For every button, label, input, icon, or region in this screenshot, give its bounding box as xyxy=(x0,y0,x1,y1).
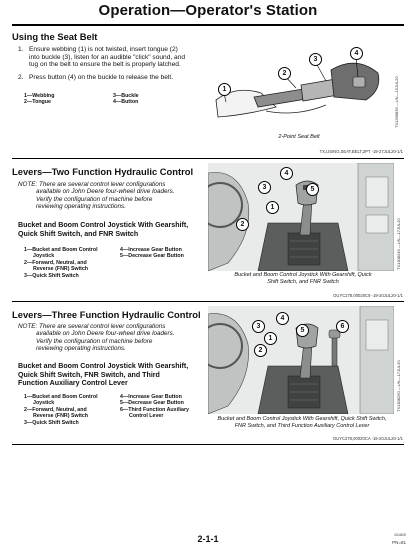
legend-item: 2—Forward, Neutral, and xyxy=(24,259,87,266)
legend-item: 1—Webbing xyxy=(24,93,55,99)
legend-item: 3—Buckle xyxy=(113,93,139,99)
callout-3: 3 xyxy=(258,181,271,194)
three-function-ref: OUYC278,00020CA -19-20JUL20-1/1 xyxy=(332,436,403,441)
caption-line: Bucket and Boom Control Joystick With Gearshift, Quick xyxy=(234,272,372,278)
note-line: reviewing operating instructions. xyxy=(36,345,126,353)
seat-belt-legend-left xyxy=(24,93,55,106)
section-rule xyxy=(12,158,404,159)
note-line: available on John Deere four-wheel drive loaders. xyxy=(36,188,175,196)
step-number: 2. xyxy=(18,74,24,81)
legend-item: Control Lever xyxy=(129,413,164,420)
two-function-vertical-ref: TX1308249 —UN—17JUL20 xyxy=(396,218,401,270)
legend-item: 5—Decrease Gear Button xyxy=(120,400,184,407)
title-rule xyxy=(12,24,404,26)
legend-item: 3—Quick Shift Switch xyxy=(24,272,79,279)
note-line: Verify the configuration of machine before xyxy=(36,195,153,203)
legend-item: 4—Increase Gear Button xyxy=(120,394,182,400)
legend-item: 2—Tongue xyxy=(24,99,51,106)
callout-4: 4 xyxy=(280,167,293,180)
legend-item: 2—Forward, Neutral, and xyxy=(24,406,87,413)
legend-item: 4—Button xyxy=(113,99,139,106)
step-number: 1. xyxy=(18,46,24,53)
callout-5: 5 xyxy=(296,324,309,337)
caption-line: FNR Switch, and Third Function Auxiliary Control Lever xyxy=(234,422,370,429)
callout-4: 4 xyxy=(350,47,363,60)
legend-item: 5—Decrease Gear Button xyxy=(120,253,184,260)
legend-item: 1—Bucket and Boom Control xyxy=(24,394,98,400)
caption-line: Shift Switch, and FNR Switch xyxy=(267,278,339,285)
two-function-ref: OUYC278,00020C9 -19-20JUL20-1/1 xyxy=(333,293,403,298)
callout-1: 1 xyxy=(266,201,279,214)
two-function-illustration xyxy=(208,163,394,271)
callout-3: 3 xyxy=(252,320,265,333)
note-line: available on John Deere four-wheel drive loaders. xyxy=(36,330,175,338)
three-function-legend-left xyxy=(24,394,120,426)
joystick-drawing xyxy=(208,163,394,271)
note-line: Verify the configuration of machine before xyxy=(36,337,153,345)
two-function-caption xyxy=(218,272,388,285)
legend-item: Reverse (FNR) Switch xyxy=(33,266,89,273)
seat-belt-step-2 xyxy=(18,74,218,83)
callout-1: 1 xyxy=(218,83,231,96)
callout-2: 2 xyxy=(254,344,267,357)
legend-item: Reverse (FNR) Switch xyxy=(33,413,89,420)
legend-item: Joystick xyxy=(33,400,55,407)
subheading-line: Function Auxiliary Control Lever xyxy=(18,379,128,388)
joystick-third-function-drawing xyxy=(208,306,394,414)
callout-2: 2 xyxy=(278,67,291,80)
step-line: Press button (4) on the buckle to release the belt. xyxy=(29,74,174,81)
three-function-legend-right xyxy=(120,394,189,420)
callout-1: 1 xyxy=(264,332,277,345)
seat-belt-step-1 xyxy=(18,46,218,70)
footer-date: 101620 xyxy=(394,533,406,537)
callout-5: 5 xyxy=(306,183,319,196)
subheading-line: Quick Shift Switch, FNR Switch, and Third xyxy=(18,370,160,379)
three-function-caption xyxy=(212,416,392,429)
two-function-subheading xyxy=(18,221,218,238)
subheading-line: Bucket and Boom Control Joystick With Gearshift, xyxy=(18,362,189,370)
legend-item: 4—Increase Gear Button xyxy=(120,247,182,253)
three-function-vertical-ref: TX1308250 —UN—17JUL20 xyxy=(396,360,401,412)
subheading-line: Bucket and Boom Control Joystick With Gearshift, xyxy=(18,221,189,229)
two-function-heading: Levers—Two Function Hydraulic Control xyxy=(12,166,194,177)
legend-item: 6—Third Function Auxiliary xyxy=(120,406,189,413)
seat-belt-legend-right xyxy=(113,93,139,106)
three-function-note xyxy=(18,323,208,353)
section-rule xyxy=(12,444,404,445)
seat-belt-illustration xyxy=(206,45,392,129)
page-number: 2-1-1 xyxy=(197,534,219,544)
caption-line: Bucket and Boom Control Joystick With Gearshift, Quick Shift Switch, xyxy=(217,416,387,422)
seat-belt-ref: TX,USING,SEAT,BELT,2PT -19-27JUL20-1/1 xyxy=(319,149,403,154)
three-function-illustration xyxy=(208,306,394,414)
note-line: reviewing operating instructions. xyxy=(36,203,126,211)
page-title: Operation—Operator's Station xyxy=(98,2,318,19)
seat-belt-drawing xyxy=(206,45,392,129)
seat-belt-heading: Using the Seat Belt xyxy=(12,31,98,42)
three-function-heading: Levers—Three Function Hydraulic Control xyxy=(12,309,201,320)
step-line: Ensure webbing (1) is not twisted, insert tongue (2) xyxy=(29,46,178,53)
callout-3: 3 xyxy=(309,53,322,66)
two-function-note xyxy=(18,181,208,211)
legend-item: 1—Bucket and Boom Control xyxy=(24,247,98,253)
step-line: into buckle (3), listen for an audible "click" sound, and xyxy=(29,53,186,61)
callout-4: 4 xyxy=(276,312,289,325)
note-line: NOTE: There are several control lever configurations xyxy=(18,323,166,330)
callout-2: 2 xyxy=(236,218,249,231)
three-function-subheading xyxy=(18,362,218,388)
callout-6: 6 xyxy=(336,320,349,333)
section-rule xyxy=(12,301,404,302)
legend-item: 3—Quick Shift Switch xyxy=(24,419,79,426)
seat-belt-caption: 2-Point Seat Belt xyxy=(278,134,320,140)
seat-belt-vertical-ref: TX1268839 —UN—15JUL20 xyxy=(394,76,399,128)
two-function-legend-left xyxy=(24,247,120,279)
step-line: tug on the belt to ensure the belt is properly latched. xyxy=(29,61,181,69)
subheading-line: Quick Shift Switch, and FNR Switch xyxy=(18,229,139,238)
note-line: NOTE: There are several control lever configurations xyxy=(18,181,166,188)
footer-pn: PN=81 xyxy=(392,540,406,545)
legend-item: Joystick xyxy=(33,253,55,260)
two-function-legend-right xyxy=(120,247,184,260)
